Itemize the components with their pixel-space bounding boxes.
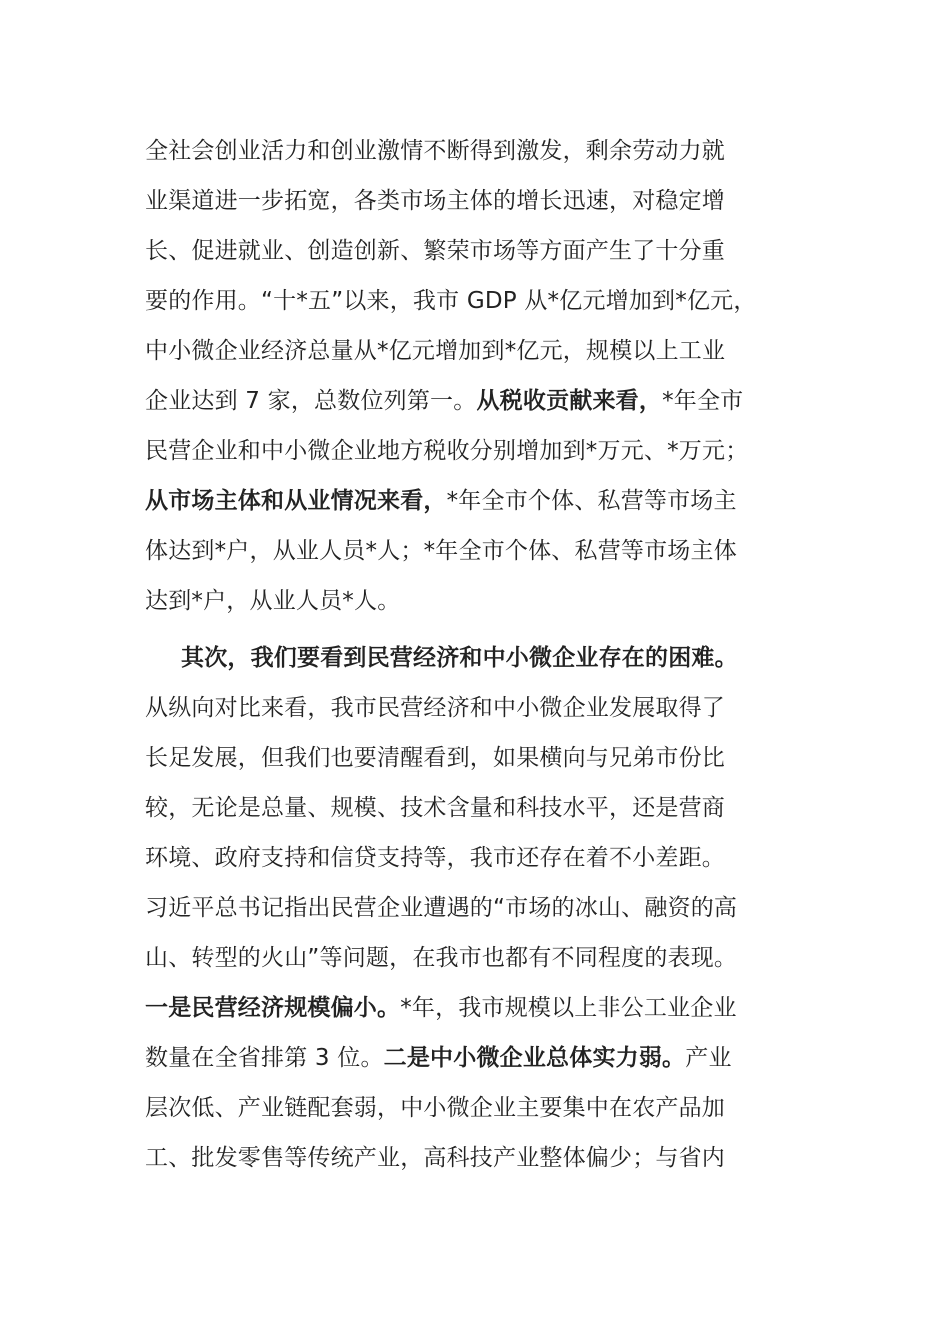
document-body [145, 126, 810, 1183]
text-line: 要的作用。“十*五”以来，我市 GDP 从*亿元增加到*亿元， [145, 288, 757, 314]
bold-point-two: 二是中小微企业总体实力弱。 [383, 1045, 686, 1071]
bold-lead-tax: 从税收贡献来看， [476, 388, 663, 414]
bold-lead-market: 从市场主体和从业情况来看， [145, 488, 447, 514]
text-line: 数量在全省排第 3 位。二是中小微企业总体实力弱。产业 [145, 1045, 732, 1071]
text-line: 较，无论是总量、规模、技术含量和科技水平，还是营商 [145, 795, 725, 821]
text-line: 长、促进就业、创造创新、繁荣市场等方面产生了十分重 [145, 238, 725, 264]
paragraph-2 [145, 633, 810, 1183]
text-line: 层次低、产业链配套弱，中小微企业主要集中在农产品加 [145, 1095, 725, 1121]
text-line: 企业达到 7 家，总数位列第一。从税收贡献来看，*年全市 [145, 388, 744, 414]
section-heading: 其次，我们要看到民营经济和中小微企业存在的困难。 [181, 645, 738, 671]
text-line: 山、转型的火山”等问题，在我市也都有不同程度的表现。 [145, 945, 738, 971]
text-line: 环境、政府支持和信贷支持等，我市还存在着不小差距。 [145, 845, 725, 871]
text-line: 达到*户，从业人员*人。 [145, 588, 401, 614]
text-line: 习近平总书记指出民营企业遭遇的“市场的冰山、融资的高 [145, 895, 738, 921]
paragraph-1 [145, 126, 810, 626]
text-line: 长足发展，但我们也要清醒看到，如果横向与兄弟市份比 [145, 745, 725, 771]
text-line: 从市场主体和从业情况来看，*年全市个体、私营等市场主 [145, 488, 737, 514]
text-line: 一是民营经济规模偏小。*年，我市规模以上非公工业企业 [145, 995, 737, 1021]
text-line: 民营企业和中小微企业地方税收分别增加到*万元、*万元； [145, 438, 749, 464]
text-line: 全社会创业活力和创业激情不断得到激发，剩余劳动力就 [145, 138, 725, 164]
text-line: 中小微企业经济总量从*亿元增加到*亿元，规模以上工业 [145, 338, 726, 364]
text-line: 从纵向对比来看，我市民营经济和中小微企业发展取得了 [145, 695, 725, 721]
text-line: 业渠道进一步拓宽，各类市场主体的增长迅速，对稳定增 [145, 188, 725, 214]
text-line: 体达到*户，从业人员*人；*年全市个体、私营等市场主体 [145, 538, 737, 564]
paragraph-spacer [145, 626, 810, 633]
text-line: 工、批发零售等传统产业，高科技产业整体偏少；与省内 [145, 1145, 725, 1171]
bold-point-one: 一是民营经济规模偏小。 [145, 995, 401, 1021]
